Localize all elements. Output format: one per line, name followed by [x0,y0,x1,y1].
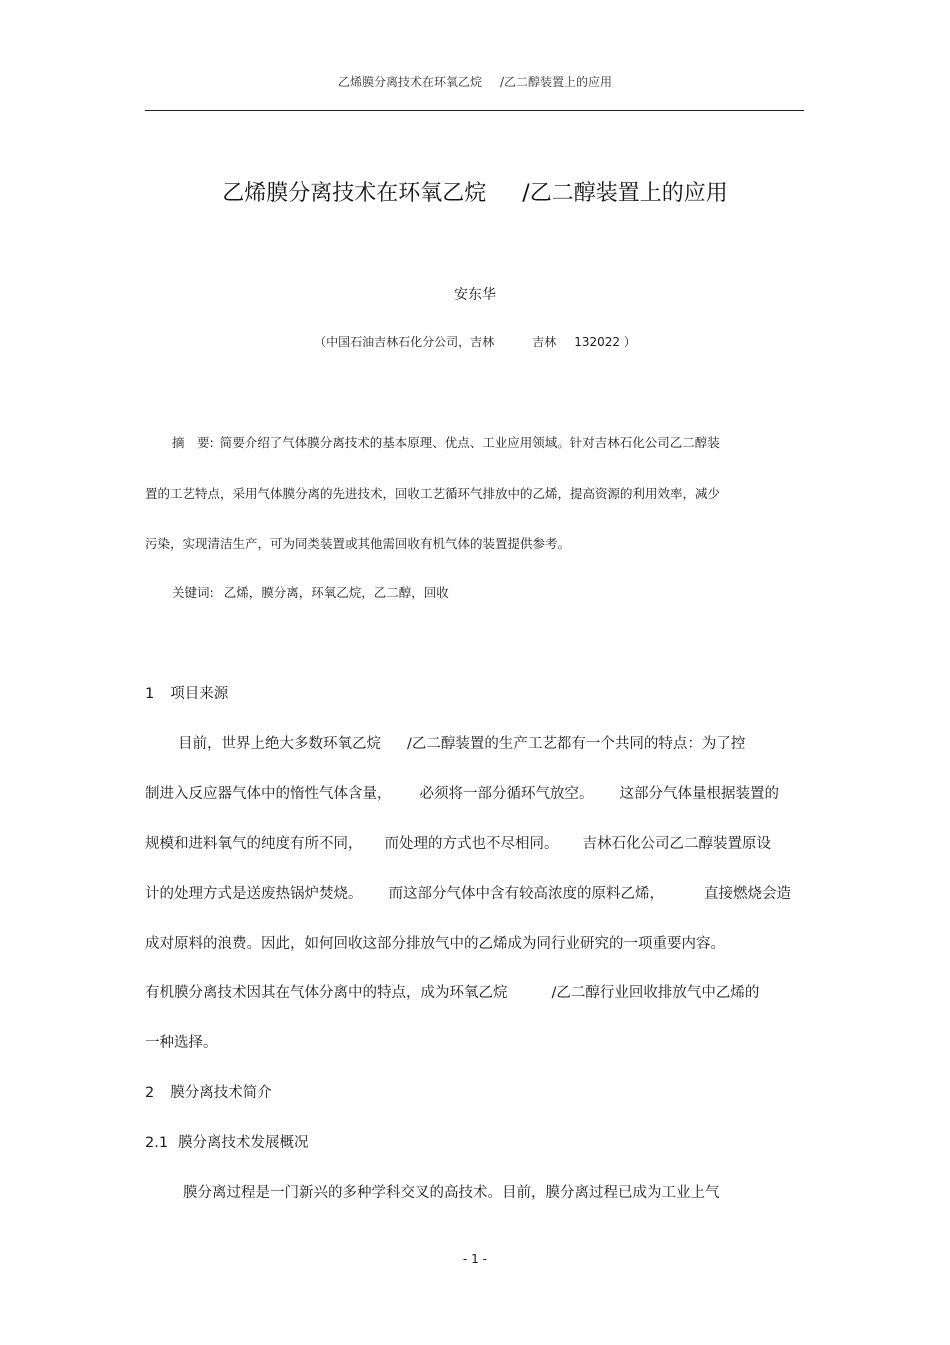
affiliation-c: 132022 ） [574,335,636,349]
s1-p1-line-2-c: 这部分气体量根据装置的 [619,786,779,802]
page-number: - 1 - [463,1252,487,1266]
s1-p1-line-4-a: 计的处理方式是送废热锅炉焚烧。 [145,886,363,902]
s1-p1-line-1-b: /乙二醇装置的生产工艺都有一个共同的特点：为了控 [407,736,746,752]
s1-p1-line-3-a: 规模和进料氧气的纯度有所不同， [145,836,363,852]
s1-p1-line-4-b: 而这部分气体中含有较高浓度的原料乙烯， [388,886,664,902]
s1-p1-line-2-a: 制进入反应器气体中的惰性气体含量， [145,786,392,802]
article-title-a: 乙烯膜分离技术在环氧乙烷 [222,181,487,206]
s1-p1-line-1 [178,732,745,753]
keywords-text: 乙烯，膜分离，环氧乙烷，乙二醇，回收 [223,585,449,600]
article-title-b: /乙二醇装置上的应用 [522,181,728,206]
abstract-text-1: 简要介绍了气体膜分离技术的基本原理、优点、工业应用领域。针对吉林石化公司乙二醇装 [219,435,720,450]
abstract-label: 摘 要: [172,435,214,450]
s1-p1-line-4-c: 直接燃烧会造 [704,886,791,902]
abstract-line-1 [172,433,720,451]
section-2-1-title: 膜分离技术发展概况 [178,1135,309,1151]
s1-p1-line-7: 一种选择。 [145,1035,218,1051]
running-header-title-a: 乙烯膜分离技术在环氧乙烷 [337,75,482,89]
section-2-heading [145,1081,272,1102]
s1-p1-line-3-c: 吉林石化公司乙二醇装置原设 [582,836,771,852]
author-affiliation [0,333,950,350]
s1-p1-line-5: 成对原料的浪费。因此，如何回收这部分排放气中的乙烯成为同行业研究的一项重要内容。 [145,936,725,952]
s1-p1-line-3 [145,832,771,853]
running-header [0,73,950,90]
abstract-line-3: 污染，实现清洁生产，可为同类装置或其他需回收有机气体的装置提供参考。 [145,536,571,551]
article-title [0,176,950,207]
s1-p1-line-2-b: 必须将一部分循环气放空。 [419,786,594,802]
section-1-title: 项目来源 [170,686,229,702]
running-header-title-b: /乙二醇装置上的应用 [499,75,613,89]
s1-p1-line-3-b: 而处理的方式也不尽相同。 [384,836,559,852]
s1-p1-line-2 [145,782,779,803]
s21-p1-line-1: 膜分离过程是一门新兴的多种学科交叉的高技术。目前，膜分离过程已成为工业上气 [183,1185,720,1201]
keywords-line [172,583,449,601]
keywords-label: 关键词: [172,585,214,600]
s1-p1-line-1-a: 目前，世界上绝大多数环氧乙烷 [178,736,381,752]
section-2-1-number: 2.1 [145,1135,169,1151]
author-name: 安东华 [454,287,496,303]
header-rule [145,110,804,111]
section-1-number: 1 [145,686,155,702]
affiliation-a: （中国石油吉林石化分公司，吉林 [314,335,495,349]
section-2-number: 2 [145,1085,155,1101]
section-2-title: 膜分离技术简介 [170,1085,272,1101]
affiliation-b: 吉林 [532,335,557,349]
section-1-heading [145,682,228,703]
s1-p1-line-6 [145,981,759,1002]
s1-p1-line-6-b: /乙二醇行业回收排放气中乙烯的 [551,985,760,1001]
s1-p1-line-4 [145,882,791,903]
abstract-line-2: 置的工艺特点，采用气体膜分离的先进技术，回收工艺循环气排放中的乙烯，提高资源的利用效率，减少 [145,486,721,501]
s1-p1-line-6-a: 有机膜分离技术因其在气体分离中的特点，成为环氧乙烷 [145,985,508,1001]
section-2-1-heading [145,1131,309,1152]
